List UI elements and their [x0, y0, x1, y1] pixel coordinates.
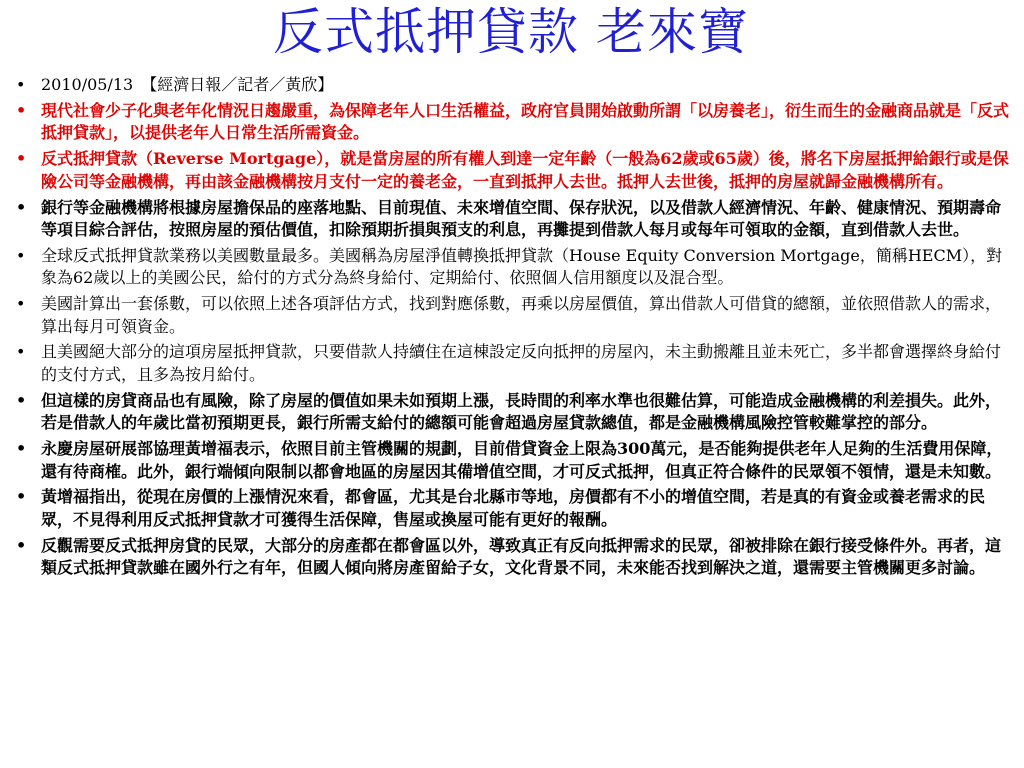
bullet-text: 銀行等金融機構將根據房屋擔保品的座落地點、目前現值、未來增值空間、保存狀況，以及借款人經濟情況、年齡、健康情況、預期壽命等項目綜合評估，按照房屋的預估價值，扣除預期折損與預支的利息，再攤提到借款人每月或每年可領取的金額，直到借款人去世。	[41, 197, 1002, 239]
bullet-dot-icon: •	[16, 487, 27, 507]
bullet-item-10	[12, 535, 1010, 580]
bullet-dot-icon: •	[16, 535, 27, 555]
bullet-dot-icon: •	[16, 100, 27, 120]
bullet-dot-icon: •	[16, 149, 27, 169]
bullet-item-9	[12, 486, 1010, 531]
bullet-text: 現代社會少子化與老年化情況日趨嚴重，為保障老年人口生活權益，政府官員開始啟動所謂「以房養老」，衍生而生的金融商品就是「反式抵押貸款」，以提供老年人日常生活所需資金。	[41, 100, 1010, 143]
bullet-dot-icon: •	[16, 197, 27, 217]
bullet-item-0	[12, 74, 1010, 96]
bullet-item-7	[12, 390, 1010, 435]
bullet-dot-icon: •	[16, 75, 26, 94]
bullet-text: 黃增福指出，從現在房價的上漲情況來看，都會區，尤其是台北縣市等地，房價都有不小的增值空間，若是真的有資金或養老需求的民眾，不見得利用反式抵押貸款才可獲得生活保障，售屋或換屋可能有更好的報酬。	[41, 487, 986, 529]
bullet-dot-icon: •	[16, 245, 26, 265]
bullet-text: 反式抵押貸款（Reverse Mortgage），就是當房屋的所有權人到達一定年齡（一般為62歲或65歲）後，將名下房屋抵押給銀行或是保險公司等金融機構，再由該金融機構按月支付一定的養老金，一直到抵押人去世。抵押人去世後，抵押的房屋就歸金融機構所有。	[41, 149, 1009, 191]
bullet-item-8	[12, 438, 1010, 483]
bullet-dot-icon: •	[16, 390, 27, 410]
bullet-item-1	[12, 100, 1010, 145]
bullet-dot-icon: •	[16, 439, 27, 459]
bullet-item-2	[12, 148, 1010, 193]
bullet-dot-icon: •	[16, 294, 26, 314]
bullet-text: 全球反式抵押貸款業務以美國數量最多。美國稱為房屋淨值轉換抵押貸款（House Equity Conversion Mortgage，簡稱HECM），對象為62歲以上的美國公民，給付的方式分為終身給付、定期給付、依照個人信用額度以及混合型。	[41, 245, 1003, 288]
bullet-item-4	[12, 245, 1010, 290]
bullet-text: 但這樣的房貸商品也有風險，除了房屋的價值如果未如預期上漲，長時間的利率水準也很難估算，可能造成金融機構的利差損失。此外，若是借款人的年歲比當初預期更長，銀行所需支給付的總額可能會超過房屋貸款總值，都是金融機構風險控管較難掌控的部分。	[41, 390, 1002, 433]
bullet-text: 美國計算出一套係數，可以依照上述各項評估方式，找到對應係數，再乘以房屋價值，算出借款人可借貸的總額，並依照借款人的需求，算出每月可領資金。	[41, 294, 1002, 336]
bullet-text: 且美國絕大部分的這項房屋抵押貸款，只要借款人持續住在這棟設定反向抵押的房屋內，未主動搬離且並未死亡，多半都會選擇終身給付的支付方式，且多為按月給付。	[41, 342, 1002, 384]
bullet-text: 2010/05/13 【經濟日報／記者／黃欣】	[41, 75, 334, 94]
bullet-item-6	[12, 341, 1010, 386]
bullet-text: 永慶房屋研展部協理黃增福表示，依照目前主管機關的規劃，目前借貸資金上限為300萬元，是否能夠提供老年人足夠的生活費用保障，還有待商榷。此外，銀行端傾向限制以都會地區的房屋因其備增值空間，才可反式抵押，但真正符合條件的民眾領不領情，還是未知數。	[41, 439, 1003, 481]
bullet-dot-icon: •	[16, 342, 26, 362]
slide-title: 反式抵押貸款 老來寶	[273, 3, 749, 61]
bullet-item-5	[12, 293, 1010, 338]
bullet-list	[12, 74, 1010, 580]
bullet-item-3	[12, 197, 1010, 242]
bullet-text: 反觀需要反式抵押房貸的民眾，大部分的房產都在都會區以外，導致真正有反向抵押需求的民眾，卻被排除在銀行接受條件外。再者，這類反式抵押貸款雖在國外行之有年，但國人傾向將房產留給子女，文化背景不同，未來能否找到解決之道，還需要主管機關更多討論。	[41, 535, 1002, 578]
